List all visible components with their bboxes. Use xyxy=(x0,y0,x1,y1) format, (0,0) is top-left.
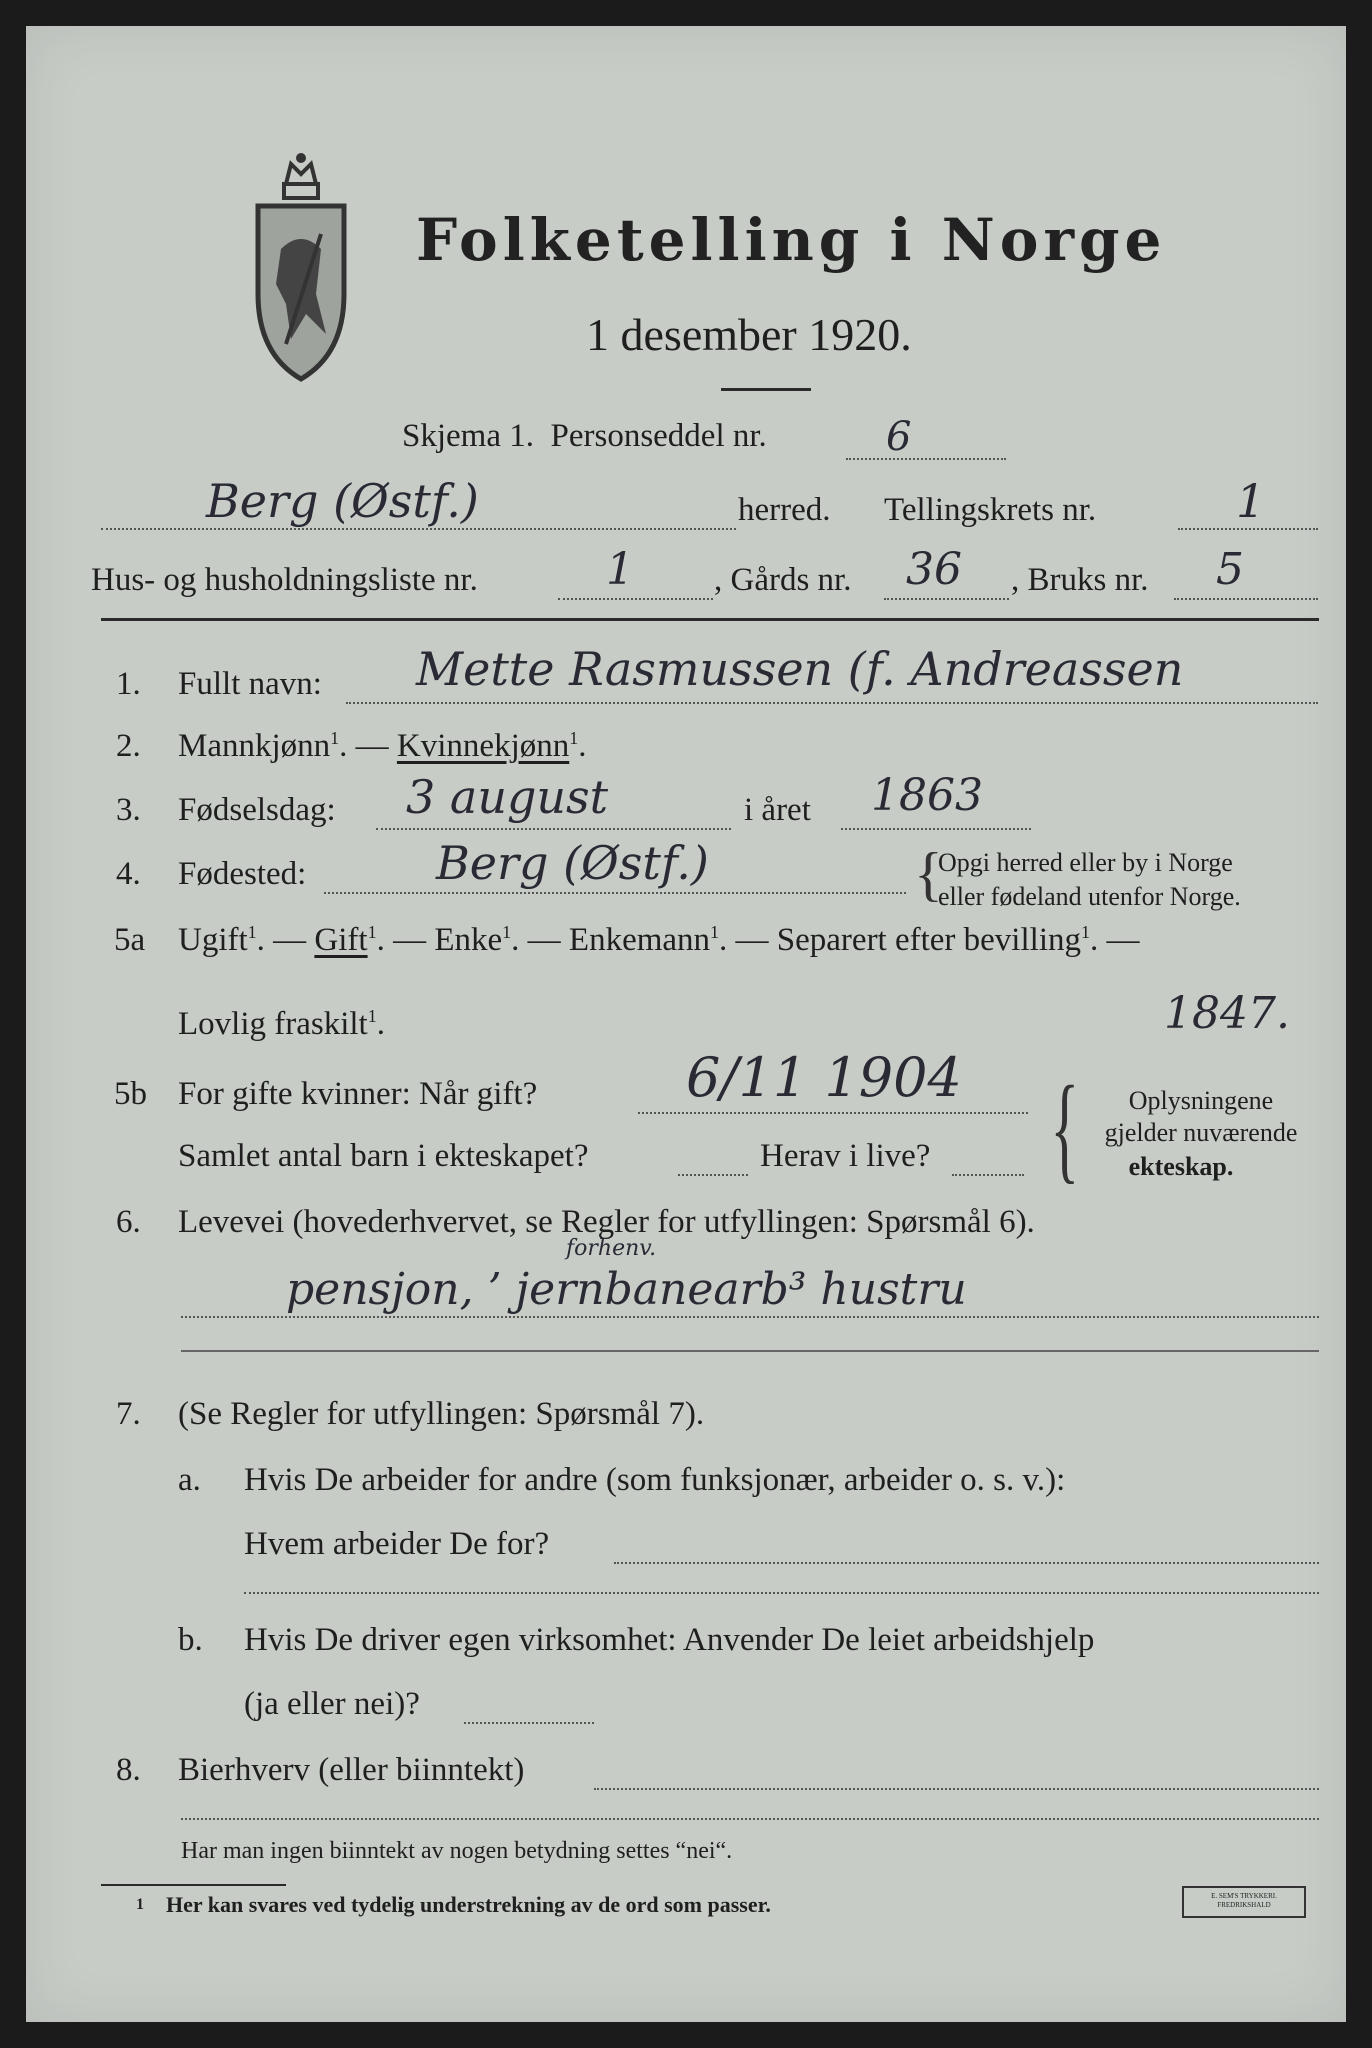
q4-number: 4. xyxy=(116,856,141,892)
bruks-label: , Bruks nr. xyxy=(1011,562,1149,598)
occupation-field-2[interactable] xyxy=(181,1350,1319,1352)
birth-year-field[interactable] xyxy=(841,828,1031,830)
herred-value: Berg (Østf.) xyxy=(206,474,479,528)
marriage-date-field[interactable] xyxy=(638,1112,1028,1114)
bruks-value: 5 xyxy=(1216,544,1244,595)
full-name-field[interactable] xyxy=(346,702,1318,704)
occupation-field-1[interactable] xyxy=(181,1316,1319,1318)
occupation-insert: forhenv. xyxy=(566,1236,657,1261)
option-ugift[interactable]: Ugift xyxy=(178,922,248,958)
children-label: Samlet antal barn i ekteskapet? xyxy=(178,1138,589,1174)
personseddel-value: 6 xyxy=(886,414,912,460)
tellingskrets-value: 1 xyxy=(1236,474,1266,528)
side-income-field-2[interactable] xyxy=(181,1818,1319,1820)
option-lovlig-fraskilt[interactable]: Lovlig fraskilt$^1$. xyxy=(178,1006,385,1042)
aaret-label: i året xyxy=(744,792,811,828)
option-enkemann[interactable]: Enkemann xyxy=(568,922,711,958)
employer-field-1[interactable] xyxy=(614,1562,1319,1564)
option-kvinnekjonn[interactable]: Kvinnekjønn xyxy=(396,728,570,764)
form-title: Folketelling i Norge xyxy=(416,206,1167,274)
marital-options: Ugift$^1$. — Gift$^1$. — Enke$^1$. — Enkemann$^1$. — Separert efter bevilling$^1$. — xyxy=(178,922,1140,958)
marriage-note-3: ekteskap. xyxy=(1128,1152,1234,1181)
birthplace-note-1: Opgi herred eller by i Norge xyxy=(938,848,1233,877)
q8-number: 8. xyxy=(116,1752,141,1788)
q6-number: 6. xyxy=(116,1204,141,1240)
gards-label: , Gårds nr. xyxy=(714,562,852,598)
q8-label: Bierhverv (eller biinntekt) xyxy=(178,1752,525,1788)
herred-label: herred. xyxy=(738,492,831,528)
q5a-number: 5a xyxy=(114,922,146,958)
marriage-date-value: 6/11 1904 xyxy=(686,1046,962,1109)
q7a-text: Hvis De arbeider for andre (som funksjonær, arbeider o. s. v.): xyxy=(244,1462,1066,1498)
alive-field[interactable] xyxy=(952,1174,1024,1176)
alive-label: Herav i live? xyxy=(760,1138,931,1174)
q7b-number: b. xyxy=(178,1622,203,1658)
q7b-text: Hvis De driver egen virksomhet: Anvender De leiet arbeidshjelp xyxy=(244,1622,1095,1658)
birthplace-value: Berg (Østf.) xyxy=(436,836,709,890)
q1-number: 1. xyxy=(116,666,141,702)
option-enke[interactable]: Enke xyxy=(434,922,503,958)
gards-field[interactable] xyxy=(884,598,1009,600)
q7-label: (Se Regler for utfyllingen: Spørsmål 7). xyxy=(178,1396,705,1432)
birthplace-field[interactable] xyxy=(324,892,906,894)
annotation-1847: 1847. xyxy=(1164,988,1290,1039)
footnote-marker: 1 xyxy=(136,1896,144,1913)
gards-value: 36 xyxy=(906,544,962,595)
personseddel-field[interactable] xyxy=(846,458,1006,460)
title-divider xyxy=(721,388,811,391)
birthday-field[interactable] xyxy=(376,828,731,830)
full-name-value: Mette Rasmussen (f. Andreassen xyxy=(416,642,1184,696)
norwegian-coat-of-arms-icon xyxy=(246,144,356,384)
hus-label: Hus- og husholdningsliste nr. xyxy=(91,562,478,598)
brace-icon: { xyxy=(1050,1061,1080,1194)
q6-label: Levevei (hovederhvervet, se Regler for utfyllingen: Spørsmål 6). xyxy=(178,1204,1035,1240)
tellingskrets-field[interactable] xyxy=(1178,528,1318,530)
side-income-note: Har man ingen biinntekt av nogen betydning settes “nei“. xyxy=(181,1838,733,1864)
children-field[interactable] xyxy=(678,1174,748,1176)
side-income-field-1[interactable] xyxy=(594,1788,1319,1790)
brace-icon: { xyxy=(914,841,943,907)
census-form xyxy=(26,26,1346,2022)
employer-field-2[interactable] xyxy=(244,1592,1319,1594)
herred-field[interactable] xyxy=(101,528,736,530)
skjema-label: Skjema 1. Personseddel nr. xyxy=(402,418,767,454)
hired-help-field[interactable] xyxy=(464,1722,594,1724)
birthday-value: 3 august xyxy=(406,770,609,824)
footnote-text: Her kan svares ved tydelig understrekning av de ord som passer. xyxy=(166,1892,771,1917)
census-date: 1 desember 1920. xyxy=(586,309,912,360)
q5b-label: For gifte kvinner: Når gift? xyxy=(178,1076,538,1112)
q1-label: Fullt navn: xyxy=(178,666,322,702)
footnote-rule xyxy=(101,1884,286,1886)
q7-number: 7. xyxy=(116,1396,141,1432)
option-separert[interactable]: Separert efter bevilling xyxy=(776,922,1081,958)
option-mannkjonn[interactable]: Mannkjønn xyxy=(178,728,331,764)
q4-label: Fødested: xyxy=(178,856,307,892)
option-gift[interactable]: Gift xyxy=(314,922,368,958)
tellingskrets-label: Tellingskrets nr. xyxy=(884,492,1097,528)
birthplace-note-2: eller fødeland utenfor Norge. xyxy=(938,882,1241,911)
printer-stamp: E. SEM'S TRYKKERI. FREDRIKSHALD xyxy=(1182,1886,1306,1918)
q7a-number: a. xyxy=(178,1462,201,1498)
header-rule xyxy=(101,618,1319,621)
hus-field[interactable] xyxy=(558,598,713,600)
q3-label: Fødselsdag: xyxy=(178,792,336,828)
hus-value: 1 xyxy=(606,544,634,595)
occupation-value: pensjon, ’ jernbanearb³ hustru xyxy=(286,1264,967,1315)
q7b-question: (ja eller nei)? xyxy=(244,1686,420,1722)
q3-number: 3. xyxy=(116,792,141,828)
q7a-question: Hvem arbeider De for? xyxy=(244,1526,550,1562)
gender-options: Mannkjønn$^1$. — Kvinnekjønn$^1$. xyxy=(178,728,587,764)
bruks-field[interactable] xyxy=(1174,598,1318,600)
q5b-number: 5b xyxy=(114,1076,147,1112)
birth-year-value: 1863 xyxy=(871,770,983,821)
marriage-note-2: gjelder nuværende xyxy=(1104,1118,1298,1147)
marriage-note-1: Oplysningene xyxy=(1128,1086,1274,1115)
q2-number: 2. xyxy=(116,728,141,764)
